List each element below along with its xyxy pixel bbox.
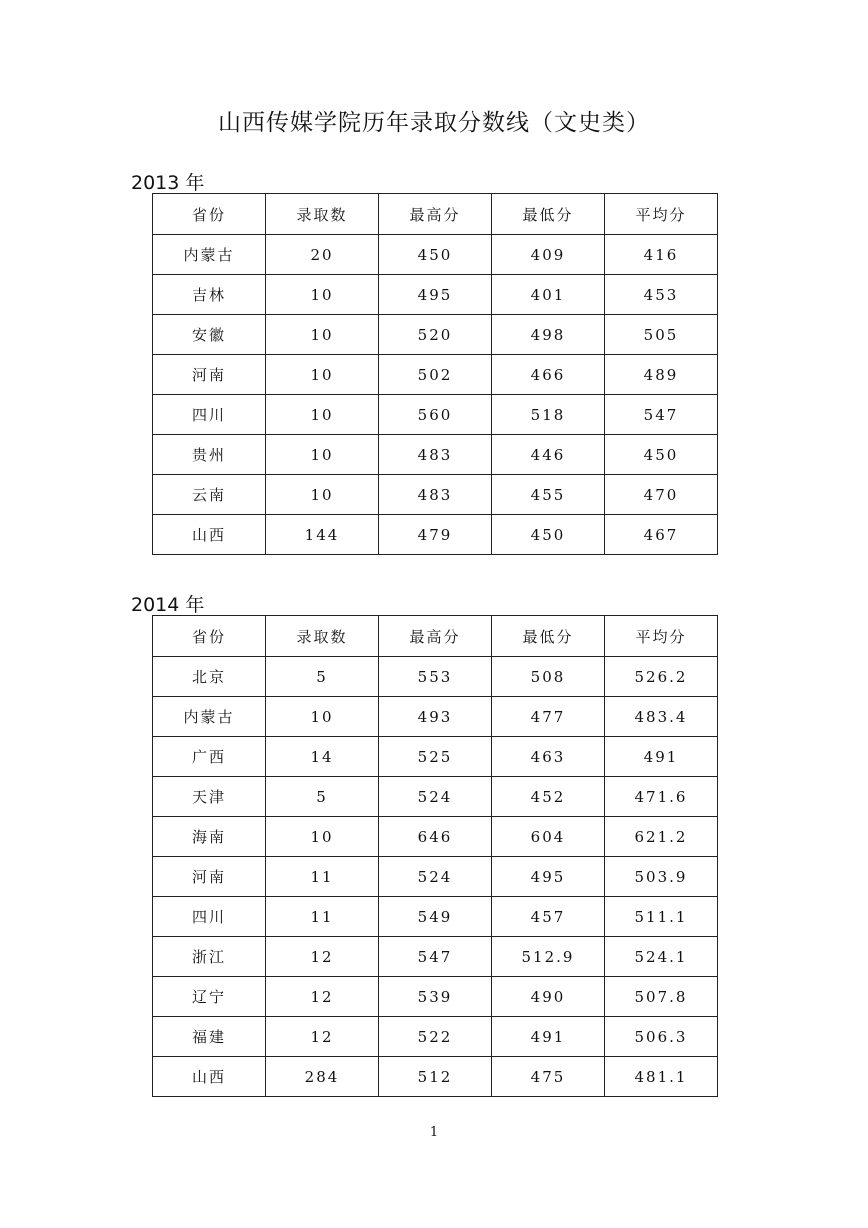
table-row bbox=[153, 435, 718, 475]
cell-highest: 483 bbox=[379, 435, 492, 475]
cell-average: 503.9 bbox=[605, 857, 718, 897]
cell-lowest: 452 bbox=[492, 777, 605, 817]
cell-average: 483.4 bbox=[605, 697, 718, 737]
table-row bbox=[153, 315, 718, 355]
cell-admitted: 12 bbox=[266, 977, 379, 1017]
cell-average: 547 bbox=[605, 395, 718, 435]
cell-province: 辽宁 bbox=[153, 977, 266, 1017]
cell-province: 云南 bbox=[153, 475, 266, 515]
table-row bbox=[153, 1017, 718, 1057]
cell-province: 河南 bbox=[153, 857, 266, 897]
year-heading-2013: 2013 年 bbox=[131, 172, 205, 194]
admission-table-2013 bbox=[152, 193, 718, 555]
cell-lowest: 450 bbox=[492, 515, 605, 555]
cell-highest: 553 bbox=[379, 657, 492, 697]
cell-admitted: 20 bbox=[266, 235, 379, 275]
table-row bbox=[153, 777, 718, 817]
cell-admitted: 10 bbox=[266, 817, 379, 857]
cell-average: 470 bbox=[605, 475, 718, 515]
cell-highest: 483 bbox=[379, 475, 492, 515]
cell-province: 北京 bbox=[153, 657, 266, 697]
column-header-admitted: 录取数 bbox=[266, 194, 379, 235]
cell-lowest: 518 bbox=[492, 395, 605, 435]
table-row bbox=[153, 857, 718, 897]
cell-admitted: 11 bbox=[266, 857, 379, 897]
column-header-highest: 最高分 bbox=[379, 194, 492, 235]
table-row bbox=[153, 977, 718, 1017]
cell-province: 天津 bbox=[153, 777, 266, 817]
cell-highest: 493 bbox=[379, 697, 492, 737]
table-row bbox=[153, 355, 718, 395]
cell-lowest: 401 bbox=[492, 275, 605, 315]
table-row bbox=[153, 235, 718, 275]
cell-average: 489 bbox=[605, 355, 718, 395]
cell-average: 416 bbox=[605, 235, 718, 275]
cell-highest: 524 bbox=[379, 857, 492, 897]
column-header-lowest: 最低分 bbox=[492, 616, 605, 657]
cell-average: 505 bbox=[605, 315, 718, 355]
cell-province: 浙江 bbox=[153, 937, 266, 977]
table-row bbox=[153, 817, 718, 857]
cell-admitted: 5 bbox=[266, 657, 379, 697]
cell-lowest: 604 bbox=[492, 817, 605, 857]
cell-admitted: 12 bbox=[266, 937, 379, 977]
cell-average: 453 bbox=[605, 275, 718, 315]
cell-highest: 646 bbox=[379, 817, 492, 857]
table-row bbox=[153, 275, 718, 315]
cell-average: 491 bbox=[605, 737, 718, 777]
cell-average: 524.1 bbox=[605, 937, 718, 977]
cell-highest: 525 bbox=[379, 737, 492, 777]
cell-lowest: 491 bbox=[492, 1017, 605, 1057]
table-row bbox=[153, 515, 718, 555]
table-row bbox=[153, 657, 718, 697]
document-title: 山西传媒学院历年录取分数线（文史类） bbox=[218, 110, 650, 136]
column-header-highest: 最高分 bbox=[379, 616, 492, 657]
cell-province: 广西 bbox=[153, 737, 266, 777]
cell-lowest: 466 bbox=[492, 355, 605, 395]
cell-admitted: 11 bbox=[266, 897, 379, 937]
cell-admitted: 10 bbox=[266, 435, 379, 475]
cell-highest: 512 bbox=[379, 1057, 492, 1097]
cell-average: 481.1 bbox=[605, 1057, 718, 1097]
cell-lowest: 463 bbox=[492, 737, 605, 777]
cell-highest: 479 bbox=[379, 515, 492, 555]
cell-highest: 450 bbox=[379, 235, 492, 275]
cell-province: 福建 bbox=[153, 1017, 266, 1057]
cell-admitted: 10 bbox=[266, 395, 379, 435]
cell-highest: 495 bbox=[379, 275, 492, 315]
cell-admitted: 10 bbox=[266, 355, 379, 395]
cell-average: 471.6 bbox=[605, 777, 718, 817]
cell-lowest: 477 bbox=[492, 697, 605, 737]
page-number: 1 bbox=[429, 1125, 439, 1140]
table-header-row bbox=[153, 194, 718, 235]
cell-lowest: 455 bbox=[492, 475, 605, 515]
cell-province: 贵州 bbox=[153, 435, 266, 475]
cell-lowest: 409 bbox=[492, 235, 605, 275]
cell-province: 河南 bbox=[153, 355, 266, 395]
admission-table-2014 bbox=[152, 615, 718, 1097]
table-row bbox=[153, 897, 718, 937]
cell-province: 海南 bbox=[153, 817, 266, 857]
cell-highest: 560 bbox=[379, 395, 492, 435]
cell-admitted: 12 bbox=[266, 1017, 379, 1057]
column-header-province: 省份 bbox=[153, 194, 266, 235]
cell-province: 山西 bbox=[153, 1057, 266, 1097]
cell-admitted: 284 bbox=[266, 1057, 379, 1097]
cell-average: 507.8 bbox=[605, 977, 718, 1017]
table-row bbox=[153, 937, 718, 977]
cell-average: 450 bbox=[605, 435, 718, 475]
column-header-province: 省份 bbox=[153, 616, 266, 657]
cell-lowest: 457 bbox=[492, 897, 605, 937]
cell-highest: 539 bbox=[379, 977, 492, 1017]
table-header-row bbox=[153, 616, 718, 657]
table-row bbox=[153, 475, 718, 515]
cell-province: 山西 bbox=[153, 515, 266, 555]
cell-average: 467 bbox=[605, 515, 718, 555]
cell-highest: 547 bbox=[379, 937, 492, 977]
column-header-average: 平均分 bbox=[605, 616, 718, 657]
column-header-lowest: 最低分 bbox=[492, 194, 605, 235]
cell-admitted: 14 bbox=[266, 737, 379, 777]
cell-province: 四川 bbox=[153, 897, 266, 937]
cell-average: 506.3 bbox=[605, 1017, 718, 1057]
year-heading-2014: 2014 年 bbox=[131, 594, 205, 616]
cell-lowest: 508 bbox=[492, 657, 605, 697]
cell-highest: 502 bbox=[379, 355, 492, 395]
cell-lowest: 495 bbox=[492, 857, 605, 897]
cell-highest: 520 bbox=[379, 315, 492, 355]
cell-average: 526.2 bbox=[605, 657, 718, 697]
column-header-average: 平均分 bbox=[605, 194, 718, 235]
cell-lowest: 475 bbox=[492, 1057, 605, 1097]
column-header-admitted: 录取数 bbox=[266, 616, 379, 657]
cell-admitted: 5 bbox=[266, 777, 379, 817]
cell-lowest: 498 bbox=[492, 315, 605, 355]
cell-lowest: 490 bbox=[492, 977, 605, 1017]
cell-admitted: 144 bbox=[266, 515, 379, 555]
cell-highest: 524 bbox=[379, 777, 492, 817]
table-row bbox=[153, 395, 718, 435]
cell-admitted: 10 bbox=[266, 315, 379, 355]
cell-highest: 549 bbox=[379, 897, 492, 937]
cell-lowest: 446 bbox=[492, 435, 605, 475]
cell-lowest: 512.9 bbox=[492, 937, 605, 977]
cell-admitted: 10 bbox=[266, 275, 379, 315]
cell-average: 621.2 bbox=[605, 817, 718, 857]
cell-province: 内蒙古 bbox=[153, 235, 266, 275]
cell-average: 511.1 bbox=[605, 897, 718, 937]
cell-admitted: 10 bbox=[266, 475, 379, 515]
cell-province: 安徽 bbox=[153, 315, 266, 355]
cell-province: 四川 bbox=[153, 395, 266, 435]
table-row bbox=[153, 1057, 718, 1097]
cell-province: 吉林 bbox=[153, 275, 266, 315]
table-row bbox=[153, 697, 718, 737]
cell-admitted: 10 bbox=[266, 697, 379, 737]
cell-highest: 522 bbox=[379, 1017, 492, 1057]
table-row bbox=[153, 737, 718, 777]
cell-province: 内蒙古 bbox=[153, 697, 266, 737]
